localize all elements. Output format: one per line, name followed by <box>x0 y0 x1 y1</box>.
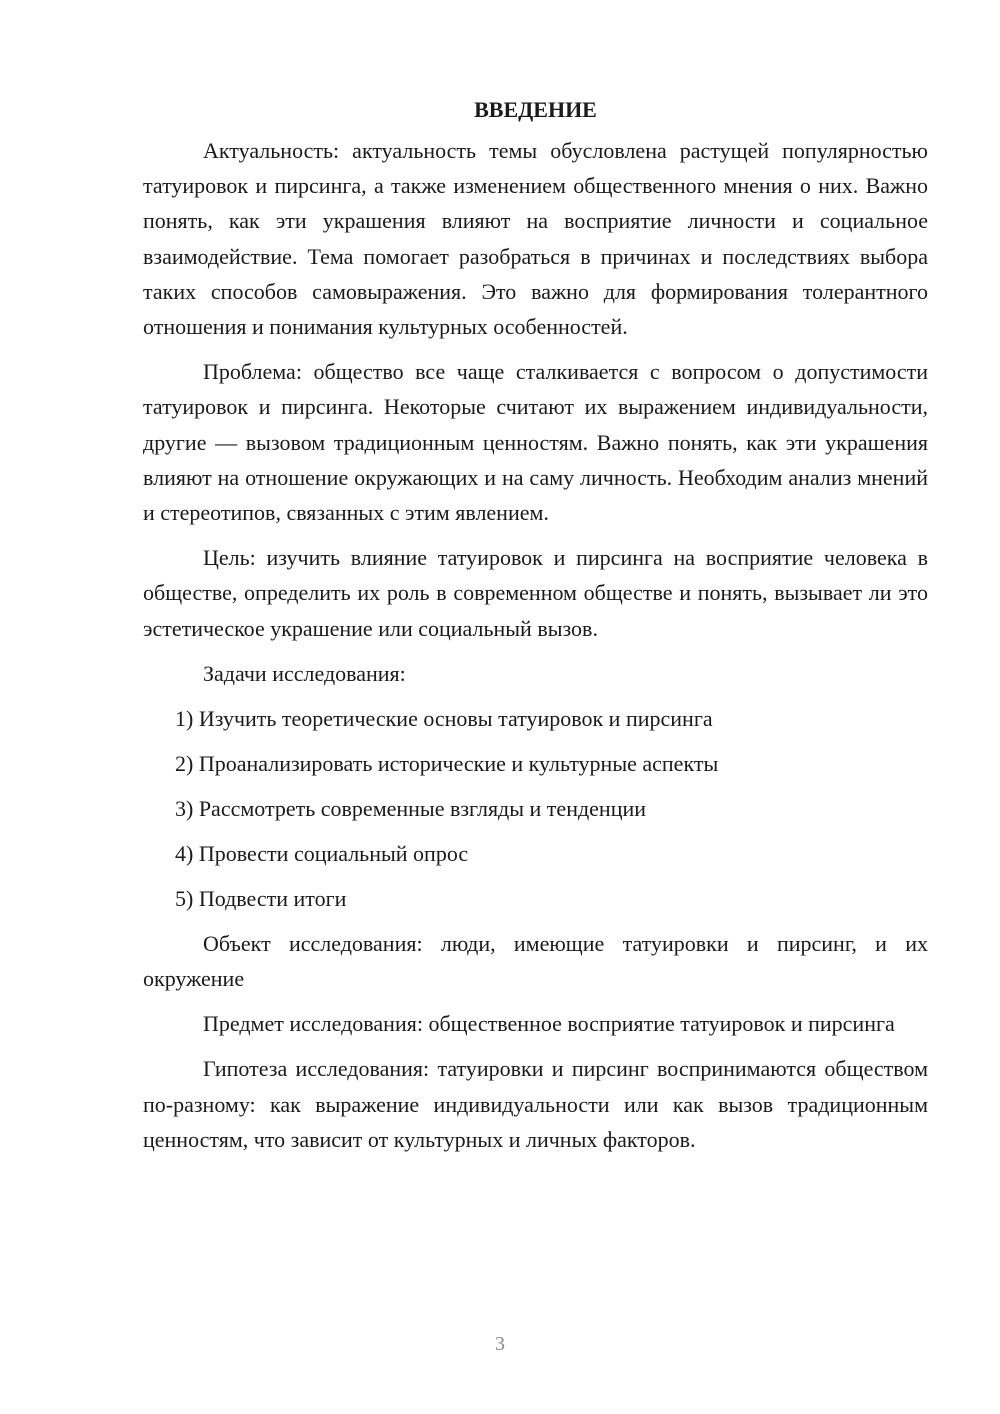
task-item-2: 2) Проанализировать исторические и культурные аспекты <box>175 750 719 776</box>
task-item-3: 3) Рассмотреть современные взгляды и тенденции <box>175 795 647 821</box>
document-page <box>143 92 928 1167</box>
section-title: ВВЕДЕНИЕ <box>474 97 597 122</box>
subject-paragraph: Предмет исследования: общественное восприятие татуировок и пирсинга <box>203 1011 895 1037</box>
object-paragraph: Объект исследования: люди, имеющие татуировки и пирсинг, и их окружение <box>143 930 928 992</box>
task-item-4: 4) Провести социальный опрос <box>175 840 469 866</box>
task-list <box>143 701 928 916</box>
goal-paragraph: Цель: изучить влияние татуировок и пирсинга на восприятие человека в обществе, определить их роль в современном обществе и понять, вызывает ли это эстетическое украшение или социальный вызов. <box>143 545 928 641</box>
hypothesis-paragraph: Гипотеза исследования: татуировки и пирсинг воспринимаются обществом по-разному: как выражение индивидуальности или как вызов традиционным ценностям, что зависит от культурных и личных факторов. <box>143 1056 928 1152</box>
problem-paragraph: Проблема: общество все чаще сталкивается с вопросом о допустимости татуировок и пирсинга. Некоторые считают их выражением индивидуальности, другие — вызовом традиционным ценностям. Важно понять, как эти украшения влияют на отношение окружающих и на саму личность. Необходим анализ мнений и стереотипов, связанных с этим явлением. <box>143 359 928 526</box>
page-number: 3 <box>495 1333 505 1355</box>
task-item-1: 1) Изучить теоретические основы татуировок и пирсинга <box>175 705 713 731</box>
tasks-heading: Задачи исследования: <box>203 660 406 686</box>
task-item-5: 5) Подвести итоги <box>175 885 347 911</box>
relevance-paragraph: Актуальность: актуальность темы обусловлена растущей популярностью татуировок и пирсинга, а также изменением общественного мнения о них. Важно понять, как эти украшения влияют на восприятие личности и социальное взаимодействие. Тема помогает разобраться в причинах и последствиях выбора таких способов самовыражения. Это важно для формирования толерантного отношения и понимания культурных особенностей. <box>143 138 928 340</box>
